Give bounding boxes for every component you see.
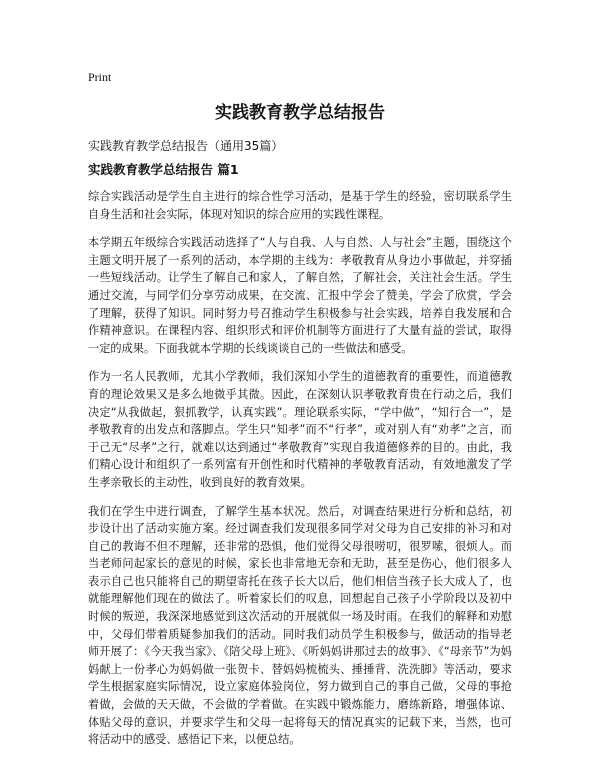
page-title: 实践教育教学总结报告 (215, 103, 385, 123)
paragraph-4: 我们在学生中进行调查，了解学生基本状况。然后，对调查结果进行分析和总结，初步设计出了活动实施方案。经过调查我们发现很多同学对父母为自己安排的补习和对自己的教诲不但不理解，还非常的恐惧，他们觉得父母很唠叨，很罗嗦，很烦人。而当老师问起家长的意见的时候，家长也非常地无奈和无助，甚至是伤心，他们很多人表示自己也只能将自己的期望寄托在孩子长大以后，他们相信当孩子长大成人了，也就能理解他们现在的做法了。听着家长们的叹息，回想起自己孩子小学阶段以及初中时候的叛逆，我深深地感觉到这次活动的开展就似一场及时雨。在我们的解释和劝慰中，父母们带着质疑参加我们的活动。同时我们动员学生积极参与，做活动的指导老师开展了：《今天我当家》、《陪父母上班》、《听妈妈讲那过去的故事》、《“母亲节”为妈妈献上一份孝心为妈妈做一张贺卡、替妈妈梳梳头、捶捶背、洗洗脚》等活动，要求学生根据家庭实际情况，设立家庭体验岗位，努力做到自己的事自己做，父母的事抢着做，会做的天天做，不会做的学着做。在实践中锻炼能力，磨练新路，增强体谅、体贴父母的意识，并要求学生和父母一起将每天的情况真实的记载下来，当然，也可将活动中的感受、感悟记下来，以便总结。 (88, 504, 512, 747)
paragraph-2: 本学期五年级综合实践活动选择了“人与自我、人与自然、人与社会”主题，围绕这个主题文明开展了一系列的活动，本学期的主线为：孝敬教育从身边小事做起，并穿插一些短线活动。让学生了解自己和家人，了解自然，了解社会，关注社会生活。学生通过交流，与同学们分享劳动成果，在交流、汇报中学会了赞美，学会了欣赏，学会了理解，获得了知识。同时努力号召推动学生积极参与社会实践，培养自我发展和合作精神意识。在课程内容、组织形式和评价机制等方面进行了大量有益的尝试，取得一定的成果。下面我就本学期的长线谈谈自己的一些做法和感受。 (88, 236, 512, 355)
print-label: Print (88, 70, 112, 84)
paragraph-3: 作为一名人民教师，尤其小学教师，我们深知小学生的道德教育的重要性，而道德教育的理论效果又是多么地微乎其微。因此，在深刻认识孝敬教育贵在行动之后，我们决定“从我做起，狠抓教学，认真实践”。理论联系实际，“学中做”，“知行合一”，是孝敬教育的出发点和落脚点。学生只“知孝”而不“行孝”，或对别人有“劝孝”之言，而于己无“尽孝”之行，就难以达到通过“孝敬教育”实现自我道德修养的目的。由此，我们精心设计和组织了一系列富有开创性和时代精神的孝敬教育活动，有效地激发了学生孝亲敬长的主动性，收到良好的教育效果。 (88, 370, 512, 489)
section-heading: 实践教育教学总结报告 篇1 (88, 162, 239, 177)
paragraph-1: 综合实践活动是学生自主进行的综合性学习活动，是基于学生的经验，密切联系学生自身生活和社会实际，体现对知识的综合应用的实践性课程。 (88, 190, 512, 221)
document-subtitle: 实践教育教学总结报告（通用35篇） (88, 139, 284, 153)
